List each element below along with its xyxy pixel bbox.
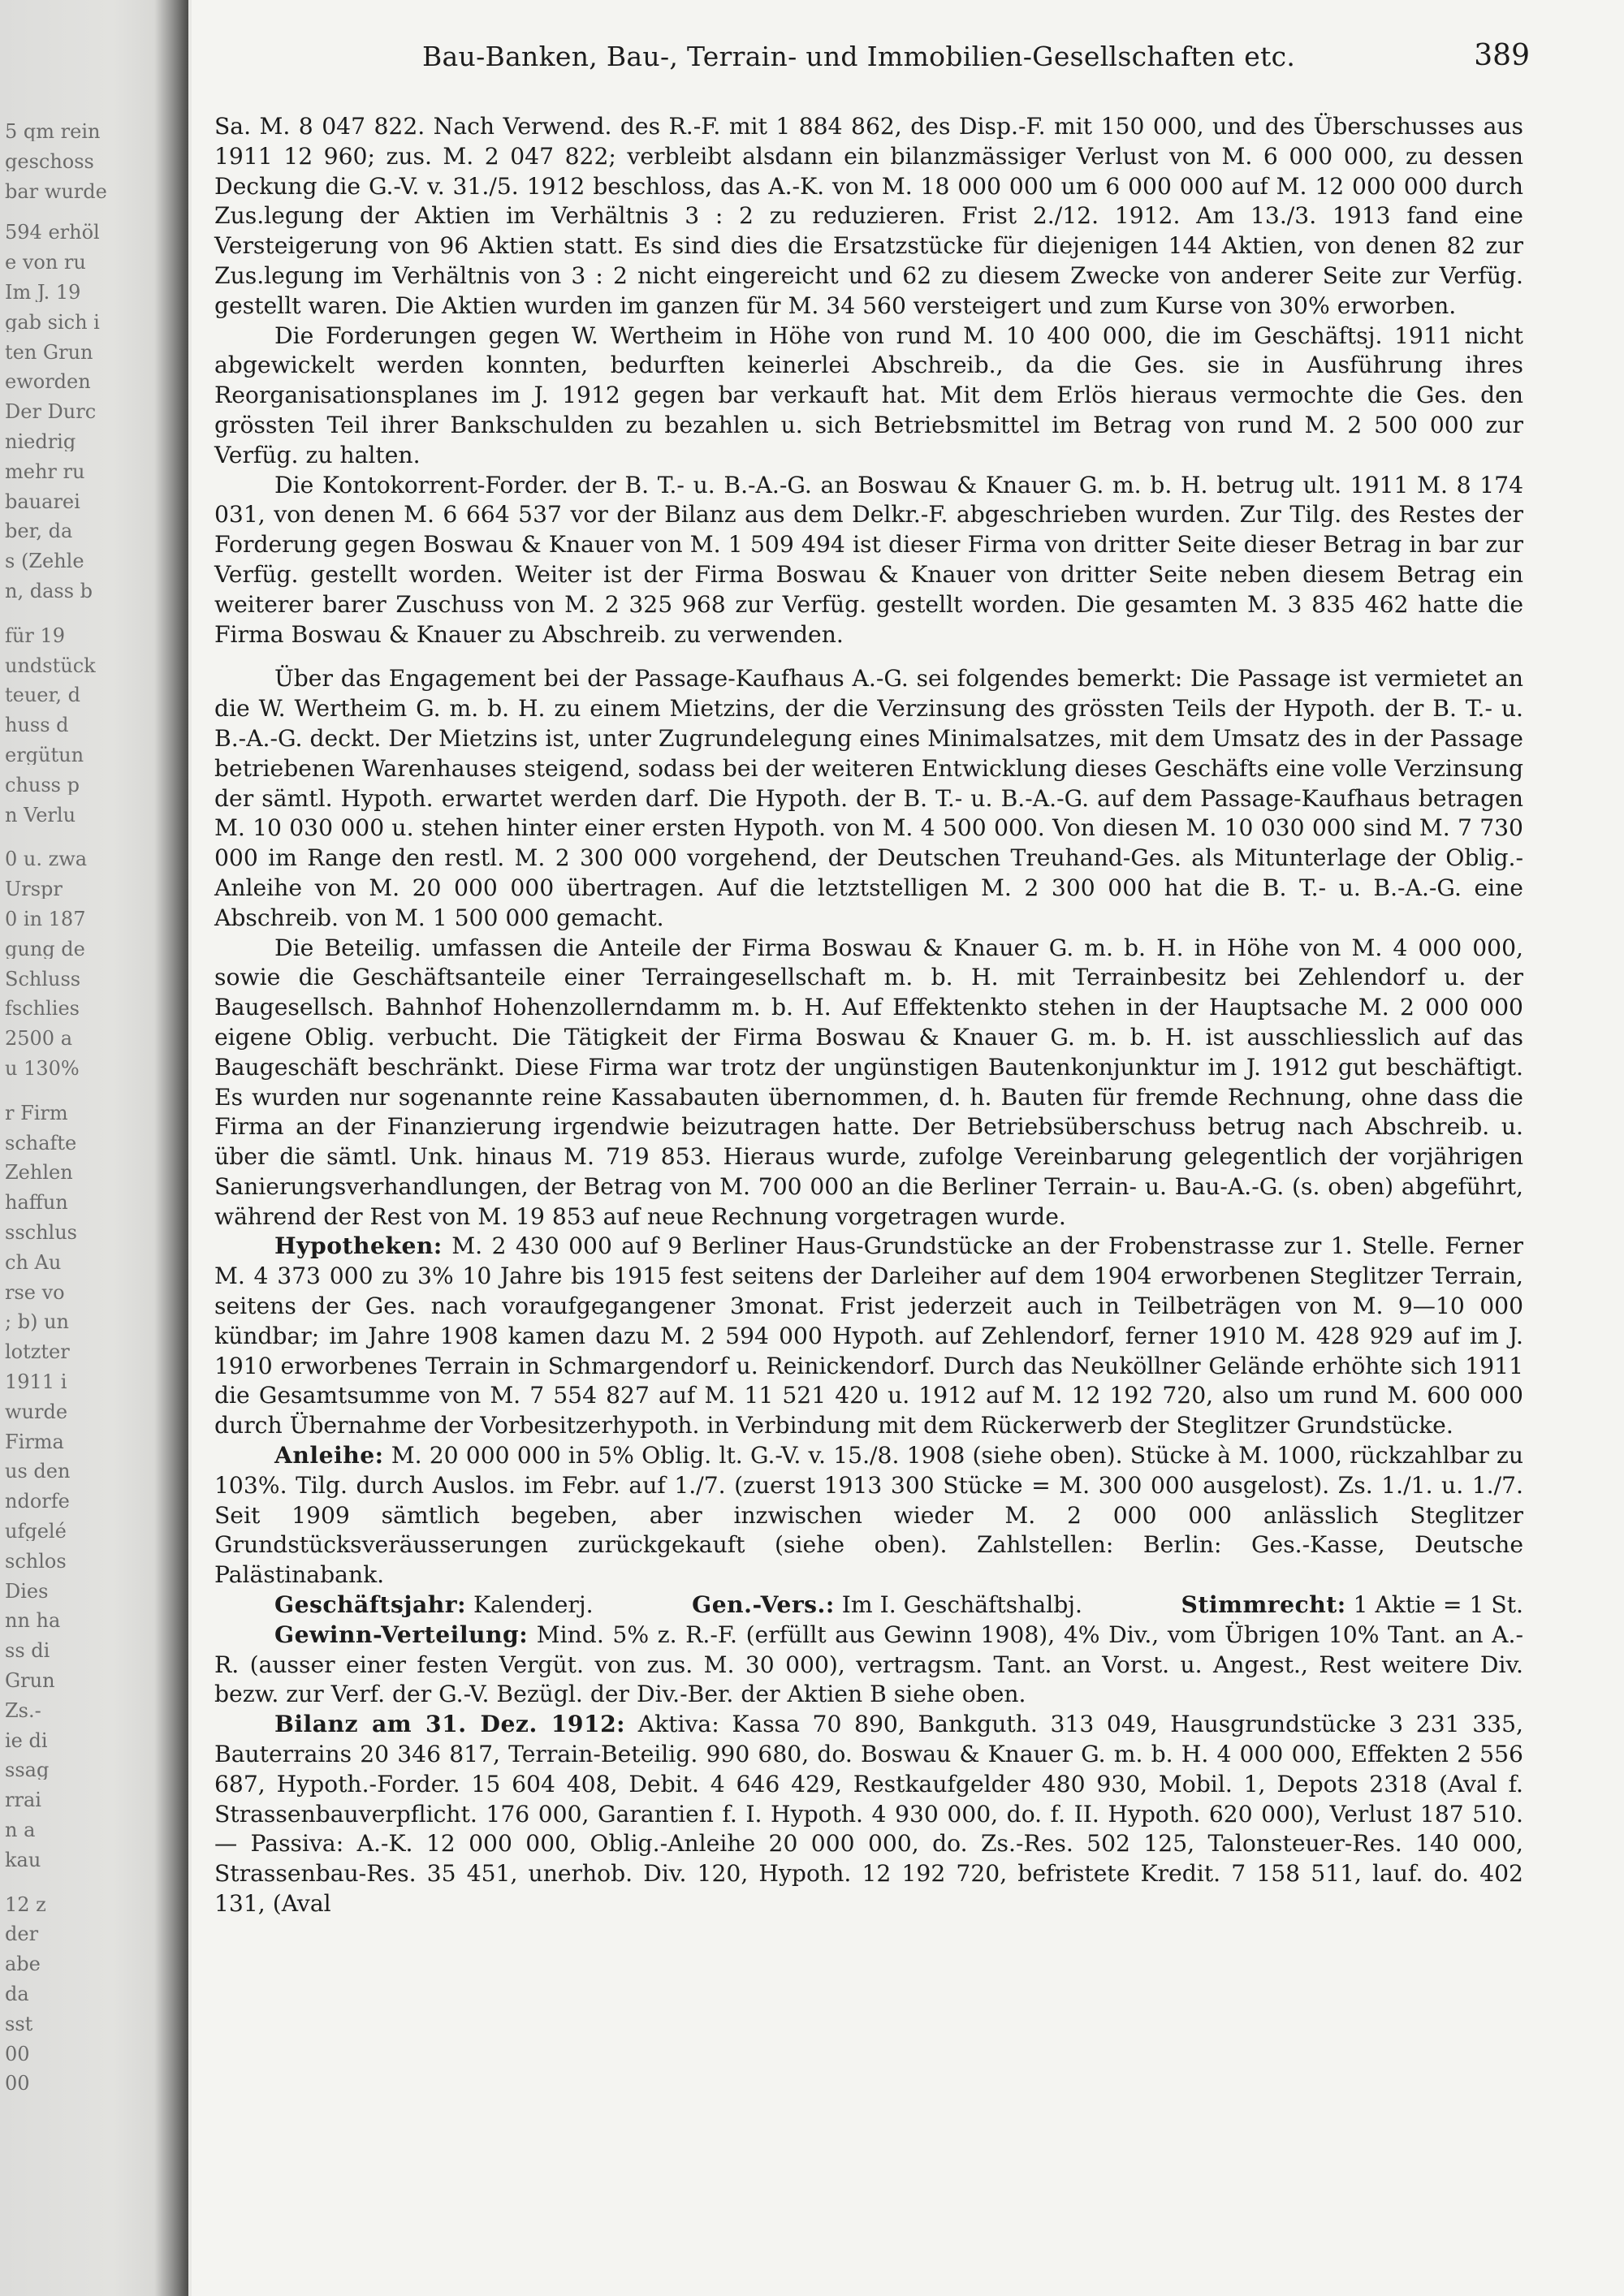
margin-fragment: ten Grun xyxy=(5,342,93,362)
paragraph-hypotheken: Hypotheken: M. 2 430 000 auf 9 Berliner Haus-Grundstücke an der Frobenstrasse zur 1. Stelle. Ferner M. 4 373 000 zu 3% 10 Jahre bis 1915 fest seitens der Darleiher auf dem 1904 erworbenen Steglitzer Terrain, seitens der Ges. nach voraufgegangener 3monat. Frist jederzeit auch in Teilbeträgen von M. 9—10 000 kündbar; im Jahre 1908 kamen dazu M. 2 594 000 Hypoth. auf Zehlendorf, ferner 1910 M. 428 929 auf im J. 1910 erworbenes Terrain in Schmargendorf u. Reinickendorf. Durch das Neuköllner Gelände erhöhte sich 1911 die Gesamtsumme von M. 7 554 827 auf M. 11 521 420 u. 1912 auf M. 12 192 720, also um rund M. 600 000 durch Übernahme der Vorbesitzerhypoth. in Verbindung mit dem Rückerwerb der Steglitzer Grundstücke. xyxy=(214,1232,1523,1439)
paragraph-gewinn-verteilung: Gewinn-Verteilung: Mind. 5% z. R.-F. (erfüllt aus Gewinn 1908), 4% Div., vom Übrigen 10% Tant. an A.-R. (ausser einer festen Vergüt. von zus. M. 30 000), vertragsm. Tant. an Vorst. u. Angest., Rest weitere Div. bezw. zur Verf. der G.-V. Bezügl. der Div.-Ber. der Aktien B siehe oben. xyxy=(214,1621,1523,1708)
margin-fragment: n a xyxy=(5,1820,36,1840)
margin-fragment: gab sich i xyxy=(5,312,100,332)
margin-fragment: Urspr xyxy=(5,879,63,900)
margin-fragment: wurde xyxy=(5,1401,68,1422)
margin-fragment: us den xyxy=(5,1461,71,1482)
margin-fragment: 2500 a xyxy=(5,1029,73,1049)
margin-fragment: Schluss xyxy=(5,969,81,989)
section-label: Gewinn-Verteilung: xyxy=(274,1621,529,1648)
margin-fragment: 1911 i xyxy=(5,1372,67,1392)
margin-fragment: 00 xyxy=(5,2044,30,2064)
margin-fragment: kau xyxy=(5,1849,41,1870)
paragraph: Sa. M. 8 047 822. Nach Verwend. des R.-F. mit 1 884 862, des Disp.-F. mit 150 000, und des Überschusses aus 1911 12 960; zus. M. 2 047 822; verbleibt alsdann ein bilanzmässiger Verlust von M. 6 000 000, zu dessen Deckung die G.-V. v. 31./5. 1912 beschloss, das A.-K. von M. 18 000 000 um 6 000 000 auf M. 12 000 000 durch Zus.legung der Aktien im Verhältnis 3 : 2 zu reduzieren. Frist 2./12. 1912. Am 13./3. 1913 fand eine Versteigerung von 96 Aktien statt. Es sind dies die Ersatzstücke für diejenigen 144 Aktien, von denen 82 zur Zus.legung im Verhältnis von 3 : 2 nicht eingereicht und 62 zu diesem Zwecke von anderer Seite zur Verfüg. gestellt waren. Die Aktien wurden im ganzen für M. 34 560 versteigert und zum Kurse von 30% erworben. xyxy=(214,113,1523,319)
section-label: Anleihe: xyxy=(274,1442,384,1470)
margin-fragment: lotzter xyxy=(5,1342,70,1362)
margin-fragment: bauarei xyxy=(5,491,80,511)
margin-fragment: 0 in 187 xyxy=(5,909,86,929)
margin-fragment: ufgelé xyxy=(5,1521,67,1541)
section-label: Bilanz am 31. Dez. 1912: xyxy=(274,1711,626,1738)
margin-fragment: für 19 xyxy=(5,625,65,645)
margin-fragment: 12 z xyxy=(5,1894,46,1914)
margin-fragment: n, dass b xyxy=(5,581,93,601)
margin-fragment: der xyxy=(5,1924,39,1944)
margin-fragment: undstück xyxy=(5,655,96,675)
margin-fragment: eworden xyxy=(5,372,91,392)
margin-fragment: chuss p xyxy=(5,775,80,795)
page-number: 389 xyxy=(1474,39,1530,72)
margin-fragment: geschoss xyxy=(5,151,94,171)
margin-fragment: mehr ru xyxy=(5,461,85,481)
margin-fragment: ber, da xyxy=(5,521,73,542)
margin-fragment: huss d xyxy=(5,715,69,736)
margin-fragment: Zehlen xyxy=(5,1163,73,1183)
voting-right: Stimmrecht: 1 Aktie = 1 St. xyxy=(1181,1591,1523,1619)
margin-fragment: ; b) un xyxy=(5,1312,69,1332)
margin-fragment: gung de xyxy=(5,939,85,959)
margin-fragment: ss di xyxy=(5,1641,50,1661)
margin-fragment: rrai xyxy=(5,1790,41,1810)
margin-fragment: Zs.- xyxy=(5,1700,41,1720)
margin-fragment: schafte xyxy=(5,1133,77,1153)
paragraph: Die Beteilig. umfassen die Anteile der Firma Boswau & Knauer G. m. b. H. in Höhe von M. 4 000 000, sowie die Geschäftsanteile einer Terraingesellschaft m. b. H. mit Terrainbesitz bei Zehlendorf u. der Baugesellsch. Bahnhof Hohenzollerndamm m. b. H. Auf Effektenkto stehen in der Hauptsache M. 2 000 000 eigene Oblig. verbucht. Die Tätigkeit der Firma Boswau & Knauer G. m. b. H. ist ausschliesslich auf das Baugeschäft beschränkt. Diese Firma war trotz der ungünstigen Bautenkonjunktur im J. 1912 gut beschäftigt. Es wurden nur sogenannte reine Kassabauten übernommen, d. h. Bauten für fremde Rechnung, ohne dass die Firma an der Finanzierung irgendwie beizutragen hatte. Der Betriebsüberschuss betrug nach Abschreib. u. über die sämtl. Unk. hinaus M. 719 853. Hieraus wurde, zufolge Vereinbarung gelegentlich der vorjährigen Sanierungsverhandlungen, der Betrag von M. 700 000 an die Berliner Terrain- u. Bau-A.-G. (s. oben) abgeführt, während der Rest von M. 19 853 auf neue Rechnung vorgetragen wurde. xyxy=(214,934,1523,1230)
paragraph: Die Forderungen gegen W. Wertheim in Höhe von rund M. 10 400 000, die im Geschäftsj. 1911 nicht abgewickelt werden konnten, bedurften keinerlei Abschreib., da die Ges. sie in Ausführung ihres Reorganisationsplanes im J. 1912 gegen bar verkauft hat. Mit dem Erlös hieraus vermochte die Ges. den grössten Teil ihrer Bankschulden zu bezahlen u. sich Betriebsmittel im Betrag von rund M. 2 500 000 zur Verfüg. zu halten. xyxy=(214,322,1523,468)
margin-fragment: sschlus xyxy=(5,1223,77,1242)
margin-fragment: haffun xyxy=(5,1193,68,1213)
margin-fragment: 0 u. zwa xyxy=(5,849,88,870)
margin-fragment: Dies xyxy=(5,1581,49,1601)
margin-fragment: Der Durc xyxy=(5,402,97,422)
facing-page-gutter xyxy=(0,0,188,2296)
margin-fragment: s (Zehle xyxy=(5,551,84,572)
margin-fragment: u 130% xyxy=(5,1059,80,1078)
margin-fragment: 5 qm rein xyxy=(5,122,101,141)
paragraph: Die Kontokorrent-Forder. der B. T.- u. B.-A.-G. an Boswau & Knauer G. m. b. H. betrug ult. 1911 M. 8 174 031, von denen M. 6 664 537 vor der Bilanz aus dem Delkr.-F. abgeschrieben wurden. Zur Tilg. des Restes der Forderung gegen Boswau & Knauer von M. 1 509 494 ist dieser Firma von dritter Seite dieser Betrag in bar zur Verfüg. gestellt worden. Weiter ist der Firma Boswau & Knauer von dritter Seite neben diesem Betrag ein weiterer barer Zuschuss von M. 2 325 968 zur Verfüg. gestellt worden. Die gesamten M. 3 835 462 hatte die Firma Boswau & Knauer zu Abschreib. zu verwenden. xyxy=(214,471,1523,648)
margin-fragment: r Firm xyxy=(5,1103,68,1123)
margin-fragment: bar wurde xyxy=(5,181,107,201)
paragraph: Über das Engagement bei der Passage-Kaufhaus A.-G. sei folgendes bemerkt: Die Passage ist vermietet an die W. Wertheim G. m. b. H. zu einem Mietzins, der die Verzinsung des grössten Teils der Hypoth. der B. T.- u. B.-A.-G. deckt. Der Mietzins ist, unter Zugrundelegung eines Minimalsatzes, mit dem Umsatz des in der Passage betriebenen Warenhauses steigend, sodass bei der weiteren Entwicklung dieses Geschäfts eine volle Verzinsung der sämtl. Hypoth. erwartet werden darf. Die Hypoth. der B. T.- u. B.-A.-G. auf dem Passage-Kaufhaus betragen M. 10 030 000 u. stehen hinter einer ersten Hypoth. von M. 4 500 000. Von diesen M. 10 030 000 sind M. 7 730 000 im Range den restl. M. 2 300 000 vorgehend, der Deutschen Treuhand-Ges. als Mitunterlage der Oblig.-Anleihe von M. 20 000 000 übertragen. Auf die letztstelligen M. 2 300 000 hat die B. T.- u. B.-A.-G. eine Abschreib. von M. 1 500 000 gemacht. xyxy=(214,665,1523,931)
margin-fragment: e von ru xyxy=(5,252,86,273)
margin-fragment: 00 xyxy=(5,2074,30,2094)
margin-fragment: ie di xyxy=(5,1730,48,1750)
general-meeting: Gen.-Vers.: Im I. Geschäftshalbj. xyxy=(692,1591,1082,1619)
margin-fragment: nn ha xyxy=(5,1611,61,1631)
margin-fragment: rse vo xyxy=(5,1282,65,1302)
page-header xyxy=(231,41,1530,78)
margin-fragment: niedrig xyxy=(5,432,76,451)
margin-fragment: teuer, d xyxy=(5,685,80,706)
margin-fragment: Im J. 19 xyxy=(5,283,81,302)
margin-fragment: n Verlu xyxy=(5,805,76,825)
paragraph-anleihe: Anleihe: M. 20 000 000 in 5% Oblig. lt. G.-V. v. 15./8. 1908 (siehe oben). Stücke à M. 1000, rückzahlbar zu 103%. Tilg. durch Auslos. im Febr. auf 1./7. (zuerst 1913 300 Stücke = M. 300 000 ausgelost). Zs. 1./1. u. 1./7. Seit 1909 sämtlich begeben, aber inzwischen wieder M. 2 000 000 anlässlich Steglitzer Grundstücksveräusserungen zurückgekauft (siehe oben). Zahlstellen: Berlin: Ges.-Kasse, Deutsche Palästinabank. xyxy=(214,1442,1523,1589)
margin-fragment: ergütun xyxy=(5,745,84,765)
paragraph-bilanz: Bilanz am 31. Dez. 1912: Aktiva: Kassa 70 890, Bankguth. 313 049, Hausgrundstücke 3 231 335, Bauterrains 20 346 817, Terrain-Beteilig. 990 680, do. Boswau & Knauer G. m. b. H. 4 000 000, Effekten 2 556 687, Hypoth.-Forder. 15 604 408, Debit. 4 646 429, Restkaufgelder 480 930, Mobil. 1, Depots 2318 (Aval f. Strassenbauverpflicht. 176 000, Garantien f. I. Hypoth. 4 930 000, do. f. II. Hypoth. 620 000), Verlust 187 510. — Passiva: A.-K. 12 000 000, Oblig.-Anleihe 20 000 000, do. Zs.-Res. 502 125, Talonsteuer-Res. 140 000, Strassenbau-Res. 35 451, unerhob. Div. 120, Hypoth. 12 192 720, befristete Kredit. 7 158 511, lauf. do. 402 131, (Aval xyxy=(214,1711,1523,1918)
running-head: Bau-Banken, Bau-, Terrain- und Immobilien-Gesellschaften etc. xyxy=(422,41,1296,72)
margin-fragment: fschlies xyxy=(5,999,80,1019)
margin-fragment: ssag xyxy=(5,1760,50,1780)
margin-fragment: Grun xyxy=(5,1671,55,1690)
meta-row xyxy=(214,1590,1523,1621)
margin-fragment: 594 erhöl xyxy=(5,222,100,243)
margin-fragment: abe xyxy=(5,1954,41,1974)
margin-fragment: Firma xyxy=(5,1431,64,1452)
margin-fragment: sst xyxy=(5,2013,33,2034)
section-label: Hypotheken: xyxy=(274,1232,443,1260)
margin-fragment: da xyxy=(5,1984,29,2004)
fiscal-year: Geschäftsjahr: Kalenderj. xyxy=(274,1591,594,1619)
margin-fragment: ch Au xyxy=(5,1252,62,1272)
body-text xyxy=(214,112,1523,1919)
margin-fragment: ndorfe xyxy=(5,1491,70,1512)
margin-fragment: schlos xyxy=(5,1551,67,1571)
